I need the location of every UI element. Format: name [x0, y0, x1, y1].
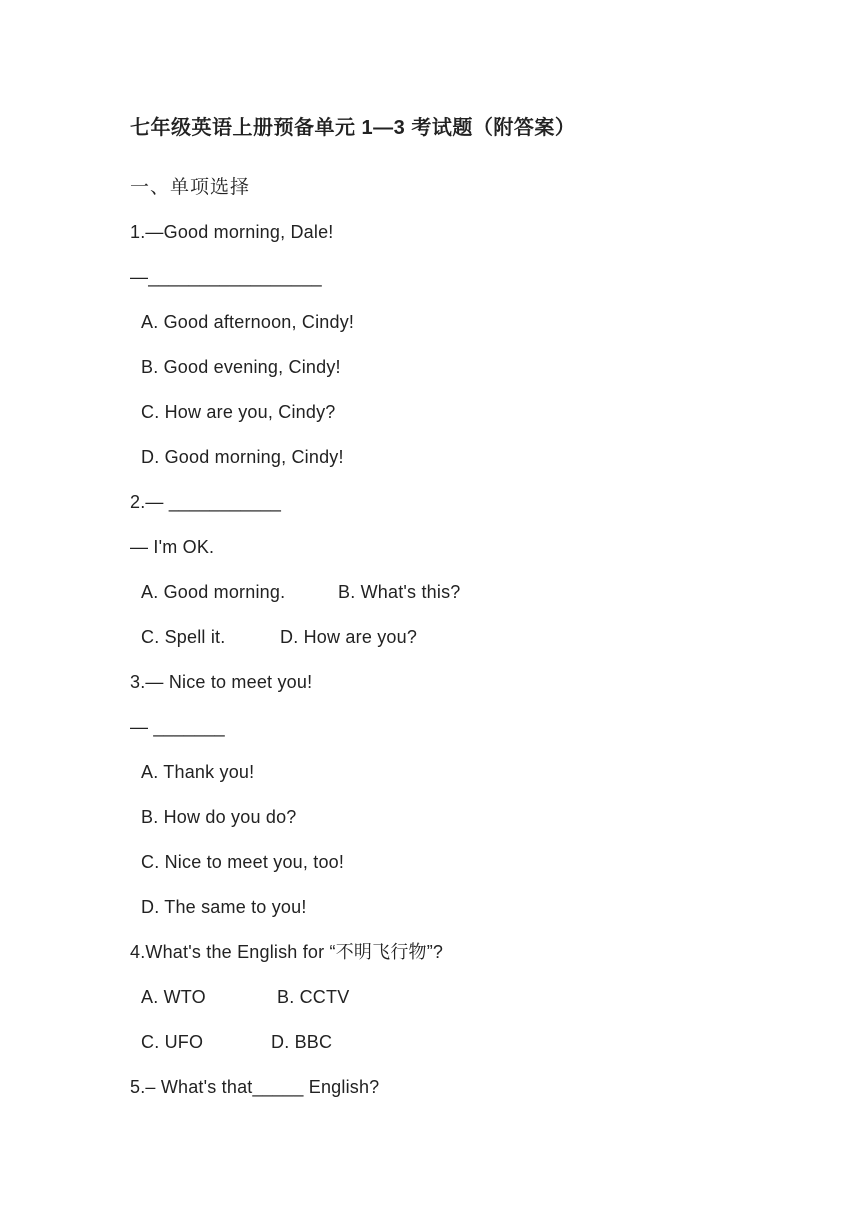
question-1-option-d: D. Good morning, Cindy!: [141, 447, 344, 467]
question-1-option-c: C. How are you, Cindy?: [141, 402, 336, 422]
question-2-option-b: B. What's this?: [338, 582, 461, 602]
document-title: 七年级英语上册预备单元 1—3 考试题（附答案）: [130, 117, 576, 139]
question-4-option-d: D. BBC: [271, 1032, 333, 1052]
question-3-option-c: C. Nice to meet you, too!: [141, 852, 345, 872]
question-4-option-b: B. CCTV: [277, 987, 350, 1007]
question-1-stem: 1.—Good morning, Dale!: [130, 222, 334, 242]
question-2-reply: — I'm OK.: [130, 537, 215, 557]
section-heading: 一、单项选择: [130, 176, 251, 198]
question-2-stem: 2.— ___________: [130, 492, 282, 512]
question-4-option-c: C. UFO: [141, 1032, 204, 1052]
question-1-answer-blank: —_________________: [130, 267, 322, 287]
question-2-option-d: D. How are you?: [280, 627, 418, 647]
question-1-option-a: A. Good afternoon, Cindy!: [141, 312, 355, 332]
question-4-stem: 4.What's the English for “不明飞行物”?: [130, 942, 444, 962]
question-2-option-a: A. Good morning.: [141, 582, 286, 602]
question-1-option-b: B. Good evening, Cindy!: [141, 357, 341, 377]
question-3-option-d: D. The same to you!: [141, 897, 307, 917]
question-5-stem: 5.– What's that_____ English?: [130, 1077, 380, 1097]
question-3-answer-blank: — _______: [130, 717, 225, 737]
question-4-option-a: A. WTO: [141, 987, 206, 1007]
question-2-option-c: C. Spell it.: [141, 627, 226, 647]
question-3-option-a: A. Thank you!: [141, 762, 255, 782]
question-3-stem: 3.— Nice to meet you!: [130, 672, 313, 692]
question-3-option-b: B. How do you do?: [141, 807, 297, 827]
